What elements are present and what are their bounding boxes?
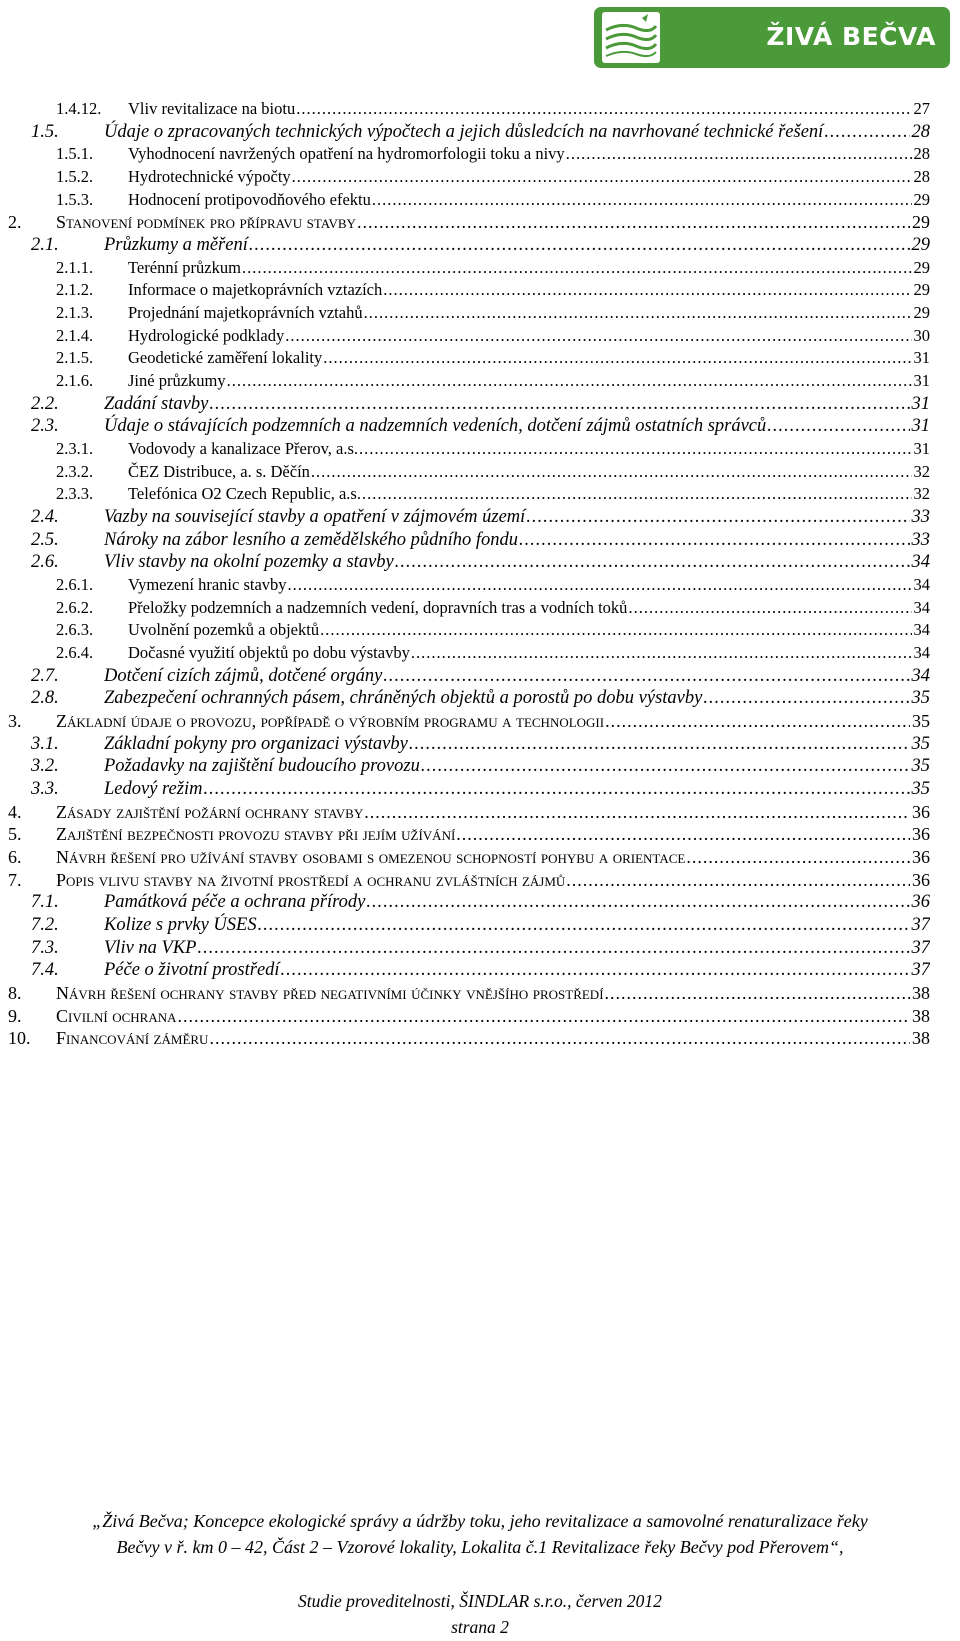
toc-dot-leader	[421, 754, 910, 778]
toc-entry-title: Vyhodnocení navržených opatření na hydromorfologii toku a nivy	[128, 144, 565, 164]
toc-entry[interactable]	[56, 369, 930, 393]
toc-entry-page: 37	[911, 915, 930, 936]
toc-entry-number: 2.1.4.	[56, 325, 94, 345]
toc-dot-leader	[411, 641, 912, 665]
toc-entry[interactable]	[31, 936, 930, 960]
toc-entry-title: Vliv stavby na okolní pozemky a stavby	[104, 552, 394, 573]
toc-dot-leader	[362, 482, 912, 506]
footer-title-line-1: „Živá Bečva; Koncepce ekologické správy a údržby toku, jeho revitalizace a samovolné renaturalizace řeky	[92, 1511, 868, 1531]
toc-dot-leader	[456, 822, 910, 846]
toc-entry-number: 2.8.	[31, 688, 59, 709]
toc-dot-leader	[258, 913, 910, 937]
toc-entry-number: 2.1.2.	[56, 280, 94, 300]
toc-dot-leader	[566, 142, 912, 166]
toc-entry[interactable]	[56, 188, 930, 212]
toc-entry-page: 29	[913, 280, 930, 300]
toc-entry-title: Jiné průzkumy	[128, 371, 226, 391]
toc-dot-leader	[824, 120, 909, 144]
toc-entry-page: 31	[911, 393, 930, 414]
toc-entry-title: Průzkumy a měření	[104, 235, 248, 256]
toc-entry[interactable]	[56, 165, 930, 189]
toc-entry-page: 37	[911, 937, 930, 958]
toc-entry-title: Údaje o stávajících podzemních a nadzemních vedeních, dotčení zájmů ostatních správců	[104, 416, 767, 437]
toc-entry-number: 7.2.	[31, 915, 59, 936]
toc-entry-title: Dočasné využití objektů po dobu výstavby	[128, 643, 410, 663]
toc-entry-page: 31	[911, 416, 930, 437]
toc-entry-page: 32	[913, 484, 930, 504]
toc-entry-title: Popis vlivu stavby na životní prostředí a ochranu zvláštních zájmů	[56, 869, 566, 890]
toc-entry-title: Zabezpečení ochranných pásem, chráněných objektů a porostů po dobu výstavby	[104, 688, 703, 709]
toc-entry-title: Vymezení hranic stavby	[128, 575, 287, 595]
toc-entry-number: 2.3.2.	[56, 461, 94, 481]
toc-dot-leader	[209, 1026, 910, 1050]
toc-entry[interactable]	[31, 505, 930, 529]
toc-entry[interactable]	[56, 460, 930, 484]
toc-entry-title: Hydrotechnické výpočty	[128, 167, 291, 186]
toc-entry-number: 2.5.	[31, 529, 59, 550]
toc-entry[interactable]	[8, 845, 930, 869]
toc-entry[interactable]	[31, 550, 930, 574]
toc-entry-number: 2.6.	[31, 552, 59, 573]
toc-entry-title: ČEZ Distribuce, a. s. Děčín	[128, 461, 310, 481]
toc-entry-number: 4.	[8, 801, 22, 822]
toc-entry-page: 38	[912, 1028, 930, 1049]
toc-entry-number: 2.2.	[31, 393, 59, 414]
footer-study-info: Studie proveditelnosti, ŠINDLAR s.r.o., červen 2012	[298, 1591, 662, 1611]
toc-dot-leader	[703, 686, 909, 710]
toc-dot-leader	[323, 346, 911, 370]
toc-entry-page: 36	[912, 801, 930, 822]
toc-entry-number: 7.1.	[31, 892, 59, 913]
logo-text: ŽIVÁ BEČVA	[766, 22, 936, 51]
toc-entry-page: 28	[913, 144, 930, 164]
toc-dot-leader	[519, 528, 910, 552]
toc-entry-page: 33	[911, 507, 930, 528]
toc-entry-page: 30	[913, 325, 930, 345]
toc-dot-leader	[383, 664, 909, 688]
toc-entry-title: Informace o majetkoprávních vztazích	[128, 280, 383, 300]
toc-entry-number: 10.	[8, 1028, 31, 1049]
toc-entry-page: 29	[913, 303, 930, 323]
toc-entry-title: Vazby na související stavby a opatření v zájmovém území	[104, 507, 526, 528]
toc-entry-title: Geodetické zaměření lokality	[128, 348, 323, 368]
toc-entry-number: 3.1.	[31, 733, 59, 754]
toc-entry[interactable]	[31, 777, 930, 801]
toc-entry-page: 31	[913, 439, 930, 459]
toc-entry[interactable]	[31, 664, 930, 688]
toc-entry-number: 7.3.	[31, 937, 59, 958]
toc-entry-page: 38	[912, 1005, 930, 1026]
toc-entry-number: 2.1.3.	[56, 303, 94, 323]
toc-dot-leader	[357, 210, 910, 234]
toc-entry-page: 35	[911, 779, 930, 800]
toc-entry-page: 28	[913, 167, 930, 186]
toc-dot-leader	[227, 369, 912, 393]
toc-entry-page: 35	[911, 688, 930, 709]
toc-dot-leader	[178, 1004, 911, 1028]
toc-dot-leader	[366, 890, 909, 914]
toc-entry[interactable]	[8, 868, 930, 892]
toc-entry[interactable]	[56, 142, 930, 166]
toc-entry[interactable]	[31, 890, 930, 914]
logo	[594, 7, 950, 68]
toc-entry-number: 2.4.	[31, 507, 59, 528]
toc-entry-number: 2.6.4.	[56, 643, 94, 663]
toc-entry-number: 2.1.1.	[56, 257, 94, 277]
toc-dot-leader	[372, 188, 912, 212]
toc-entry[interactable]	[31, 958, 930, 982]
toc-dot-leader	[242, 256, 912, 280]
toc-entry-title: Památková péče a ochrana přírody	[104, 892, 366, 913]
toc-entry-title: Vodovody a kanalizace Přerov, a.s.	[128, 439, 359, 459]
toc-entry-title: Vliv revitalizace na biotu	[128, 99, 296, 118]
toc-entry-title: Hodnocení protipovodňového efektu	[128, 189, 371, 209]
toc-entry-title: Ledový režim	[104, 779, 203, 800]
toc-dot-leader	[364, 800, 910, 824]
toc-dot-leader	[209, 392, 909, 416]
toc-entry[interactable]	[8, 210, 930, 234]
toc-entry[interactable]	[8, 1026, 930, 1050]
toc-entry-page: 29	[913, 257, 930, 277]
toc-entry-number: 2.1.6.	[56, 371, 94, 391]
toc-entry-title: Péče o životní prostředí	[104, 960, 280, 981]
toc-entry-page: 31	[913, 371, 930, 391]
toc-dot-leader	[359, 437, 911, 461]
toc-entry-number: 8.	[8, 983, 22, 1004]
toc-dot-leader	[686, 845, 910, 869]
toc-entry-page: 34	[911, 552, 930, 573]
toc-entry[interactable]	[31, 913, 930, 937]
toc-entry-title: Projednání majetkoprávních vztahů	[128, 303, 363, 323]
toc-entry-title: Hydrologické podklady	[128, 325, 285, 345]
toc-entry-number: 3.	[8, 711, 22, 732]
toc-entry-number: 1.4.12.	[56, 99, 102, 118]
toc-entry[interactable]	[56, 301, 930, 325]
toc-entry-title: Nároky na zábor lesního a zemědělského půdního fondu	[104, 529, 518, 550]
toc-entry-page: 35	[911, 756, 930, 777]
toc-dot-leader	[320, 618, 911, 642]
toc-entry-number: 2.6.2.	[56, 597, 94, 617]
toc-entry-title: Stanovení podmínek pro přípravu stavby	[56, 212, 356, 233]
toc-entry[interactable]	[31, 686, 930, 710]
toc-entry-number: 2.6.1.	[56, 575, 94, 595]
toc-entry-page: 35	[911, 733, 930, 754]
toc-entry[interactable]	[31, 732, 930, 756]
toc-entry-page: 35	[912, 711, 930, 732]
toc-entry-page: 29	[912, 212, 930, 233]
toc-entry-page: 36	[912, 869, 930, 890]
toc-entry[interactable]	[8, 800, 930, 824]
toc-entry-title: Financování záměru	[56, 1028, 209, 1049]
toc-dot-leader	[566, 868, 910, 892]
toc-dot-leader	[628, 596, 911, 620]
toc-entry[interactable]	[8, 1004, 930, 1028]
toc-entry[interactable]	[8, 981, 930, 1005]
toc-entry-page: 34	[913, 620, 930, 640]
toc-entry-number: 2.3.3.	[56, 484, 94, 504]
toc-entry-number: 3.3.	[31, 779, 59, 800]
toc-entry-page: 27	[913, 99, 930, 118]
toc-entry-number: 2.3.1.	[56, 439, 94, 459]
toc-entry[interactable]	[31, 120, 930, 144]
toc-entry-title: Kolize s prvky ÚSES	[104, 915, 257, 936]
toc-entry-number: 2.1.	[31, 235, 59, 256]
toc-entry-page: 28	[911, 121, 930, 142]
footer-page-number: strana 2	[451, 1617, 509, 1637]
toc-entry-title: Návrh řešení pro užívání stavby osobami s omezenou schopností pohybu a orientace	[56, 847, 686, 868]
toc-entry[interactable]	[56, 641, 930, 665]
toc-entry-number: 2.6.3.	[56, 620, 94, 640]
toc-entry-page: 31	[913, 348, 930, 368]
toc-entry[interactable]	[56, 256, 930, 280]
toc-entry-page: 36	[912, 847, 930, 868]
toc-dot-leader	[292, 165, 912, 189]
toc-entry-page: 36	[911, 892, 930, 913]
toc-entry[interactable]	[56, 573, 930, 597]
toc-dot-leader	[197, 936, 909, 960]
toc-dot-leader	[364, 301, 912, 325]
toc-dot-leader	[409, 732, 910, 756]
toc-entry-title: Zásady zajištění požární ochrany stavby	[56, 801, 364, 822]
toc-entry[interactable]	[56, 618, 930, 642]
toc-entry[interactable]	[31, 392, 930, 416]
toc-dot-leader	[203, 777, 909, 801]
toc-entry[interactable]	[8, 822, 930, 846]
toc-entry-page: 34	[913, 575, 930, 595]
toc-dot-leader	[767, 414, 909, 438]
toc-entry-number: 1.5.2.	[56, 167, 94, 186]
toc-entry-number: 2.1.5.	[56, 348, 94, 368]
toc-entry-page: 29	[911, 235, 930, 256]
toc-entry-number: 7.	[8, 869, 22, 890]
toc-dot-leader	[311, 460, 912, 484]
toc-entry[interactable]	[56, 482, 930, 506]
toc-entry-title: Zadání stavby	[104, 393, 209, 414]
toc-entry-number: 2.7.	[31, 665, 59, 686]
toc-entry[interactable]	[31, 414, 930, 438]
toc-dot-leader	[281, 958, 910, 982]
toc-entry-title: Vliv na VKP	[104, 937, 197, 958]
toc-entry[interactable]	[31, 754, 930, 778]
toc-dot-leader	[383, 278, 911, 302]
logo-fish-icon	[602, 12, 660, 63]
toc-entry-title: Požadavky na zajištění budoucího provozu	[104, 756, 420, 777]
toc-entry[interactable]	[56, 324, 930, 348]
toc-entry[interactable]	[31, 528, 930, 552]
toc-entry-page: 34	[913, 597, 930, 617]
toc-entry-number: 3.2.	[31, 756, 59, 777]
toc-entry-title: Přeložky podzemních a nadzemních vedení, dopravních tras a vodních toků	[128, 597, 628, 617]
toc-dot-leader	[395, 550, 910, 574]
toc-entry-title: Dotčení cizích zájmů, dotčené orgány	[104, 665, 383, 686]
toc-entry-number: 2.3.	[31, 416, 59, 437]
toc-dot-leader	[288, 573, 912, 597]
toc-entry-number: 1.5.1.	[56, 144, 94, 164]
toc-entry-number: 2.	[8, 212, 22, 233]
toc-dot-leader	[285, 324, 911, 348]
toc-entry-page: 37	[911, 960, 930, 981]
toc-entry-number: 7.4.	[31, 960, 59, 981]
toc-entry-title: Návrh řešení ochrany stavby před negativními účinky vnějšího prostředí	[56, 983, 604, 1004]
toc-entry-number: 1.5.3.	[56, 189, 94, 209]
toc-dot-leader	[526, 505, 909, 529]
toc-dot-leader	[296, 97, 911, 121]
toc-dot-leader	[605, 709, 910, 733]
toc-entry-page: 32	[913, 461, 930, 481]
toc-entry-title: Uvolnění pozemků a objektů	[128, 620, 320, 640]
toc-entry-title: Telefónica O2 Czech Republic, a.s.	[128, 484, 361, 504]
toc-entry[interactable]	[56, 346, 930, 370]
toc-entry-number: 9.	[8, 1005, 22, 1026]
toc-dot-leader	[605, 981, 910, 1005]
toc-entry-page: 29	[913, 189, 930, 209]
toc-entry[interactable]	[8, 709, 930, 733]
toc-entry-title: Terénní průzkum	[128, 257, 241, 277]
toc-entry-page: 36	[912, 824, 930, 845]
toc-entry-number: 1.5.	[31, 121, 59, 142]
toc-entry-title: Zajištění bezpečnosti provozu stavby při jejím užívání	[56, 824, 456, 845]
toc-entry-page: 38	[912, 983, 930, 1004]
toc-entry-title: Údaje o zpracovaných technických výpočtech a jejich důsledcích na navrhované technické řešení	[104, 121, 824, 142]
toc-entry[interactable]	[56, 437, 930, 461]
toc-entry-title: Základní pokyny pro organizaci výstavby	[104, 733, 408, 754]
toc-entry-title: Civilní ochrana	[56, 1005, 177, 1026]
toc-entry-number: 6.	[8, 847, 22, 868]
toc-dot-leader	[249, 233, 910, 257]
toc-entry[interactable]	[56, 596, 930, 620]
toc-entry-page: 34	[911, 665, 930, 686]
footer-title-line-2: Bečvy v ř. km 0 – 42, Část 2 – Vzorové lokality, Lokalita č.1 Revitalizace řeky Bečvy pod Přerovem“,	[116, 1537, 844, 1557]
toc-entry-number: 5.	[8, 824, 22, 845]
toc-entry-title: Základní údaje o provozu, popřípadě o výrobním programu a technologii	[56, 711, 605, 732]
toc-entry[interactable]	[56, 278, 930, 302]
toc-entry[interactable]	[31, 233, 930, 257]
toc-entry[interactable]	[56, 97, 930, 121]
toc-entry-page: 34	[913, 643, 930, 663]
toc-entry-page: 33	[911, 529, 930, 550]
